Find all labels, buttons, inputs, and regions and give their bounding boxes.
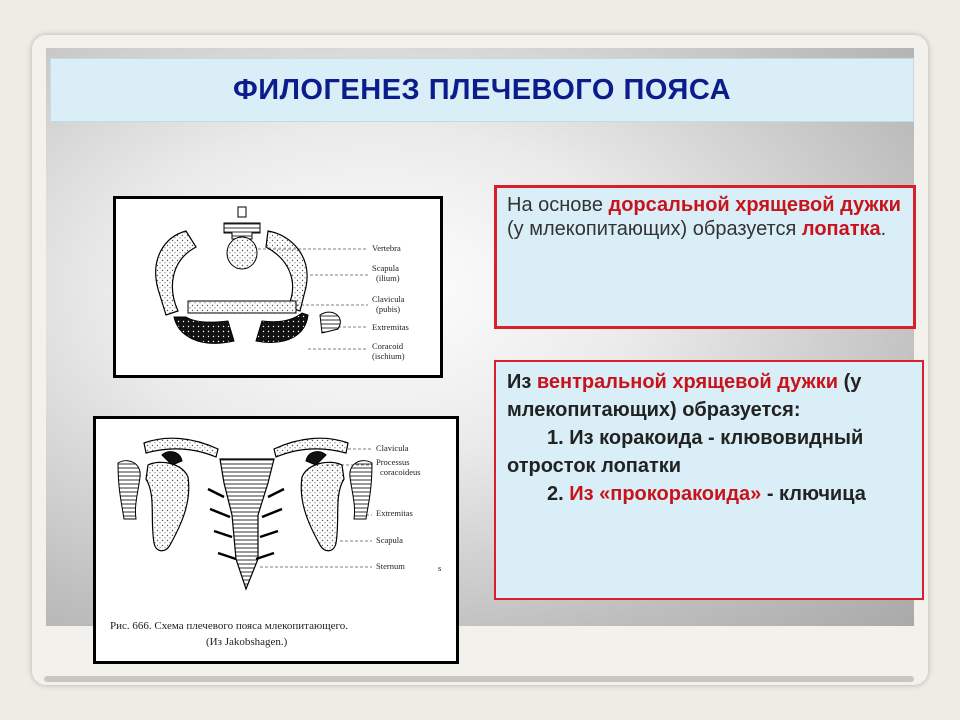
box1-text-2: (у млекопитающих) образуется [507,218,802,240]
label-clavicula: Clavicula [372,294,405,304]
box2-highlight-procoracoid: Из «прокоракоида» [569,483,762,505]
box2-item-1-text: 1. Из коракоида - клювовидный отросток лопатки [507,427,864,477]
box2-item-1 [507,424,912,480]
box1-highlight-dorsal: дорсальной хрящевой дужки [608,194,901,216]
label-ilium: (ilium) [376,273,400,283]
box2-item-2-num: 2. [547,483,570,505]
figure-mammal-shoulder-girdle [93,416,459,664]
label-coracoid: Coracoid [372,341,404,351]
label-vertebra: Vertebra [372,243,401,253]
slide-title: ФИЛОГЕНЕЗ ПЛЕЧЕВОГО ПОЯСА [232,73,732,106]
box2-intro [507,368,912,424]
figure-caption: Рис. 666. Схема плечевого пояса млекопитающего. [110,620,349,632]
figure-1-drawing [116,199,440,375]
figure-caption-source: (Из Jakobshagen.) [206,636,288,648]
dorsal-arch-textbox [494,185,916,329]
label-ischium: (ischium) [372,351,405,361]
label-extremitas: Extremitas [372,322,409,332]
figure-2-drawing [96,419,456,661]
label-processus: Processus [376,457,410,467]
vertebra-shape [224,207,260,269]
title-bar [50,58,914,122]
label-scapula: Scapula [372,263,399,273]
box2-highlight-ventral: вентральной хрящевой дужки [536,371,839,393]
label-clavicula-2: Clavicula [376,443,409,453]
box2-text-2: (у млекопитающих) образуется: [507,371,862,421]
label-coracoideus: coracoideus [380,467,421,477]
box1-text-1: На основе [507,194,609,216]
box2-item-2 [507,480,912,508]
label-scapula-2: Scapula [376,535,403,545]
label-sternum: Sternum [376,561,405,571]
box1-text-3: . [880,218,887,240]
figure-shoulder-girdle-section [113,196,443,378]
figure-mark: s [438,563,442,573]
box1-highlight-scapula: лопатка [801,218,881,240]
slide-bottom-bar [44,676,914,682]
box2-item-2-text: - ключица [761,483,866,505]
label-pubis: (pubis) [376,304,401,314]
label-extremitas-2: Extremitas [376,508,413,518]
box2-text-1: Из [507,371,537,393]
ventral-arch-textbox [494,360,924,600]
